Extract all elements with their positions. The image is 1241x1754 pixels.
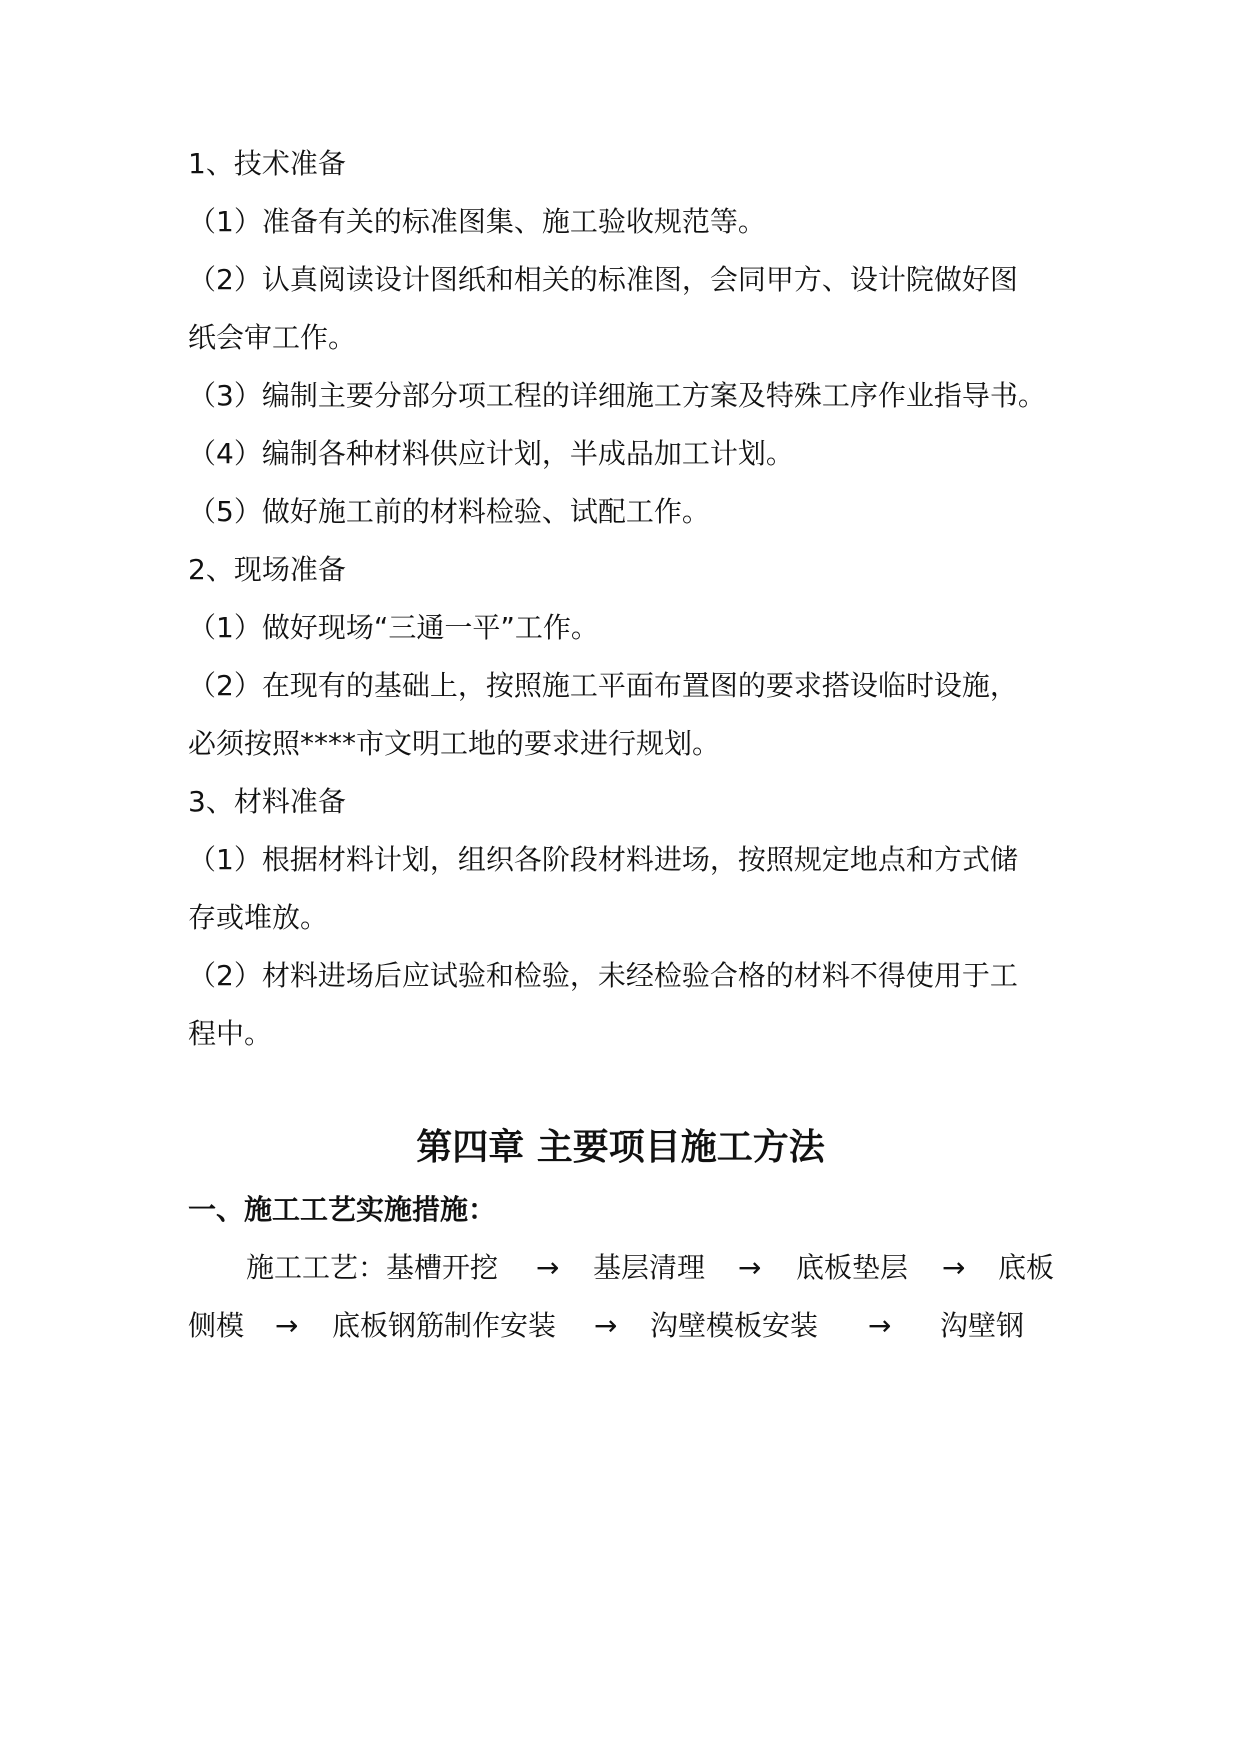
flow-step: 沟壁模板安装	[650, 1309, 819, 1342]
section-title: 一、施工工艺实施措施：	[188, 1193, 497, 1226]
paragraph-item: （2）材料进场后应试验和检验，未经检验合格的材料不得使用于工	[188, 959, 1018, 992]
paragraph-item: （1）准备有关的标准图集、施工验收规范等。	[188, 205, 766, 238]
flow-step: 底板	[998, 1251, 1055, 1284]
paragraph-continuation: 程中。	[188, 1017, 273, 1050]
paragraph-continuation: 必须按照****市文明工地的要求进行规划。	[188, 727, 721, 760]
flow-arrow: →	[942, 1251, 966, 1284]
flow-arrow: →	[536, 1251, 560, 1284]
flow-step: 施工工艺：基槽开挖	[246, 1251, 499, 1284]
paragraph-item: （2）在现有的基础上，按照施工平面布置图的要求搭设临时设施，	[188, 669, 1018, 702]
paragraph-continuation: 纸会审工作。	[188, 321, 357, 354]
paragraph-item: （2）认真阅读设计图纸和相关的标准图，会同甲方、设计院做好图	[188, 263, 1018, 296]
paragraph-item: （4）编制各种材料供应计划，半成品加工计划。	[188, 437, 794, 470]
paragraph-continuation: 存或堆放。	[188, 901, 329, 934]
flow-arrow: →	[594, 1309, 618, 1342]
flow-arrow: →	[275, 1309, 299, 1342]
paragraph-item: （3）编制主要分部分项工程的详细施工方案及特殊工序作业指导书。	[188, 379, 1046, 412]
flow-arrow: →	[738, 1251, 762, 1284]
paragraph-item: （1）根据材料计划，组织各阶段材料进场，按照规定地点和方式储	[188, 843, 1018, 876]
paragraph-item: （5）做好施工前的材料检验、试配工作。	[188, 495, 710, 528]
heading-material-preparation: 3、材料准备	[188, 785, 346, 818]
flow-step: 底板钢筋制作安装	[332, 1309, 557, 1342]
chapter-title: 第四章 主要项目施工方法	[416, 1126, 825, 1168]
flow-step: 沟壁钢	[940, 1309, 1025, 1342]
flow-step: 侧模	[188, 1309, 245, 1342]
paragraph-item: （1）做好现场“三通一平”工作。	[188, 611, 599, 644]
flow-arrow: →	[868, 1309, 892, 1342]
flow-step: 底板垫层	[796, 1251, 909, 1284]
heading-site-preparation: 2、现场准备	[188, 553, 346, 586]
heading-technical-preparation: 1、技术准备	[188, 147, 346, 180]
flow-step: 基层清理	[593, 1251, 706, 1284]
